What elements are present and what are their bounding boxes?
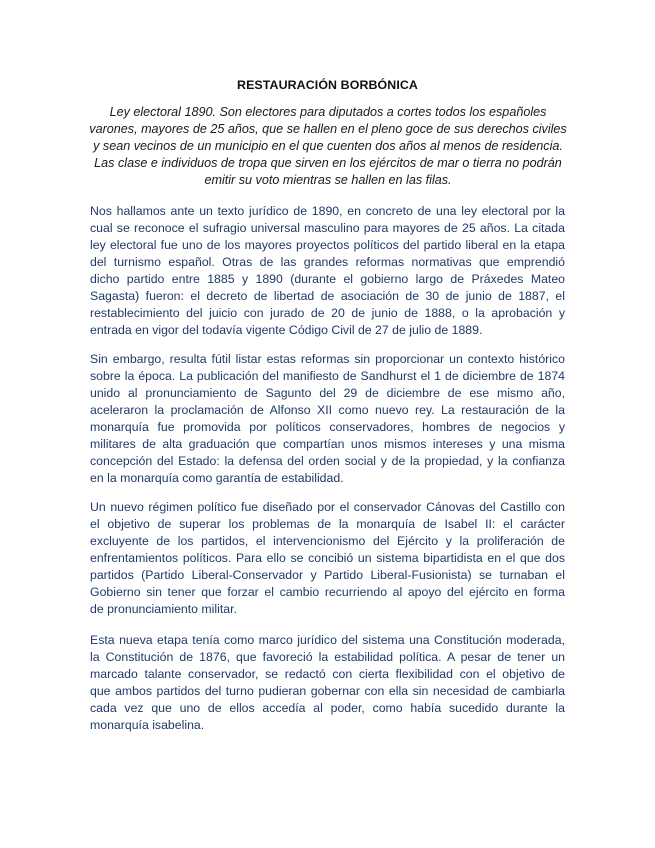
paragraph-line: que ambos partidos del turno pudieran gobernar con ella sin necesidad de cambiarla (90, 684, 565, 698)
paragraph-line: Sagasta) fueron: el decreto de libertad de asociación de 30 de junio de 1887, el (90, 289, 565, 303)
paragraph-line: ley electoral fue uno de los mayores proyectos políticos del partido liberal en la etapa (90, 238, 565, 252)
legal-quote (86, 104, 570, 189)
paragraph-line: en la monarquía como garantía de estabilidad. (90, 471, 344, 485)
quote-line: Las clase e individuos de tropa que sirven en los ejércitos de mar o tierra no podrán (94, 156, 562, 170)
paragraph-line: monarquía fue promovida por políticos conservadores, hombres de negocios y (90, 420, 565, 434)
paragraph-line: enfrentamientos políticos. Para ello se concibió un sistema bipartidista en el que dos (90, 551, 565, 565)
paragraph-2 (90, 351, 565, 487)
paragraph-line: concepción del Estado: la defensa del orden social y de la propiedad, y la confianza (90, 454, 565, 468)
paragraph-3 (90, 499, 565, 618)
paragraph-line: partidos (Partido Liberal-Conservador y Partido Liberal-Fusionista) se turnaban el (90, 568, 565, 582)
paragraph-line: Esta nueva etapa tenía como marco jurídico del sistema una Constitución moderada, (90, 633, 565, 647)
paragraph-line: entrada en vigor del todavía vigente Código Civil de 27 de julio de 1889. (90, 323, 483, 337)
paragraph-line: marcado talante conservador, se redactó con cierta flexibilidad con el objetivo de (90, 667, 565, 681)
paragraph-line: cada vez que uno de ellos accedía al poder, como había sucedido durante la (90, 701, 565, 715)
paragraph-line: la Constitución de 1876, que favoreció la estabilidad política. A pesar de tener un (90, 650, 565, 664)
quote-line: emitir su voto mientras se hallen en las filas. (204, 173, 452, 187)
paragraph-line: cual se reconoce el sufragio universal masculino para mayores de 25 años. La citada (90, 221, 565, 235)
quote-line: y sean vecinos de un municipio en el que cuenten dos años al menos de residencia. (93, 139, 563, 153)
paragraph-4 (90, 632, 565, 734)
quote-line: varones, mayores de 25 años, que se hallen en el pleno goce de sus derechos civiles (89, 122, 567, 136)
paragraph-line: del turnismo español. Otras de las grandes reformas normativas que emprendió (90, 255, 565, 269)
paragraph-line: Nos hallamos ante un texto jurídico de 1890, en concreto de una ley electoral por la (90, 204, 565, 218)
paragraph-line: Un nuevo régimen político fue diseñado por el conservador Cánovas del Castillo con (90, 500, 565, 514)
document-title: RESTAURACIÓN BORBÓNICA (237, 78, 418, 92)
paragraph-line: el objetivo de superar los problemas de la monarquía de Isabel II: el carácter (90, 517, 565, 531)
paragraph-line: monarquía isabelina. (90, 718, 205, 732)
paragraph-line: unido al pronunciamiento de Sagunto del 29 de diciembre de ese mismo año, (90, 386, 565, 400)
paragraph-line: de pronunciamiento militar. (90, 602, 237, 616)
paragraph-line: Gobierno sin tener que forzar el cambio recurriendo al apoyo del ejército en forma (90, 585, 565, 599)
paragraph-line: dicho partido entre 1885 y 1890 (durante el gobierno largo de Práxedes Mateo (90, 272, 565, 286)
paragraph-line: aceleraron la proclamación de Alfonso XII como nuevo rey. La restauración de la (90, 403, 565, 417)
paragraph-line: restablecimiento del juicio con jurado de 20 de junio de 1888, o la aprobación y (90, 306, 565, 320)
paragraph-line: militares de alta graduación que compartían unos mismos intereses y una misma (90, 437, 565, 451)
quote-line: Ley electoral 1890. Son electores para diputados a cortes todos los españoles (109, 105, 547, 119)
paragraph-line: sobre la época. La publicación del manifiesto de Sandhurst el 1 de diciembre de 1874 (90, 369, 565, 383)
paragraph-1 (90, 203, 565, 339)
paragraph-line: Sin embargo, resulta fútil listar estas reformas sin proporcionar un contexto histórico (90, 352, 565, 366)
paragraph-line: excluyente de los partidos, el intervencionismo del Ejército y la proliferación de (90, 534, 565, 548)
